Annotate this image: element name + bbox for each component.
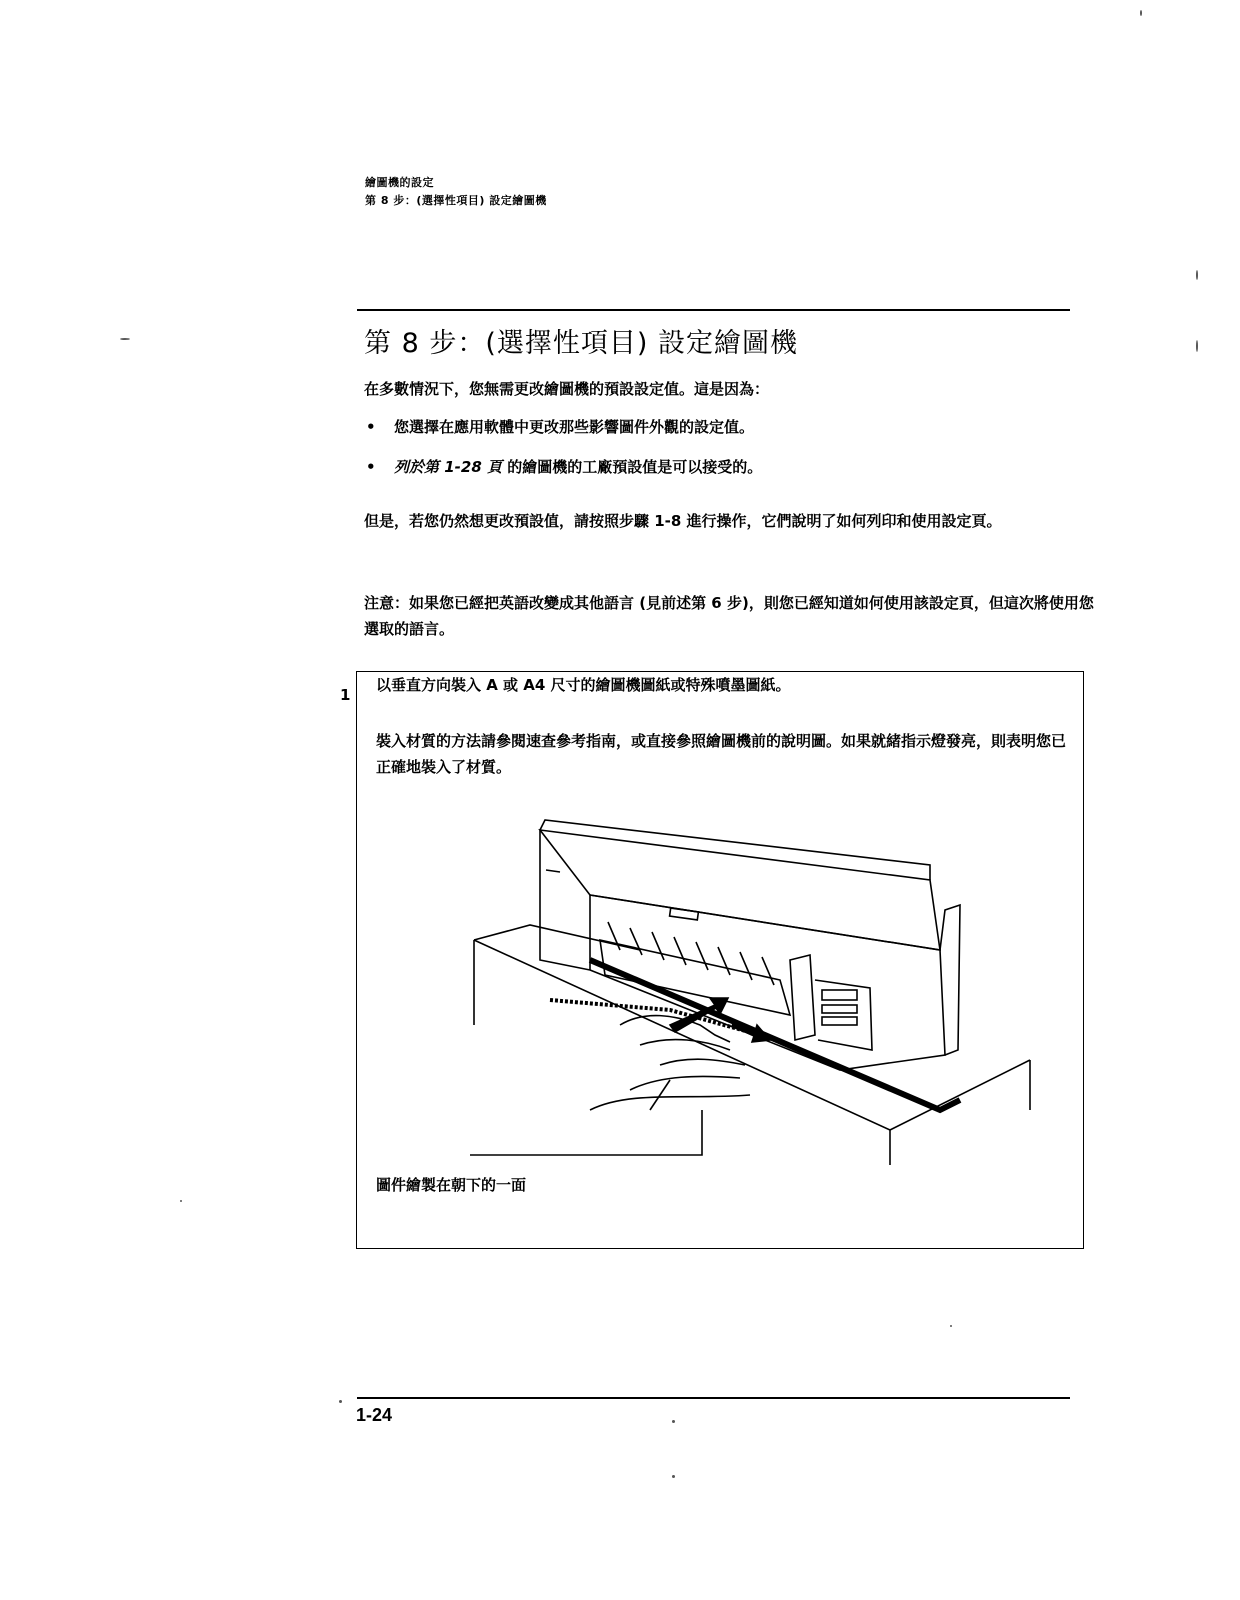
running-header-chapter: 繪圖機的設定 bbox=[365, 176, 434, 189]
scan-speck bbox=[1140, 10, 1142, 16]
running-header-section: 第 8 步：(選擇性項目) 設定繪圖機 bbox=[365, 194, 547, 207]
plotter-illustration bbox=[470, 810, 1060, 1170]
table bbox=[474, 925, 1030, 1165]
title-rule bbox=[357, 309, 1070, 311]
note-paragraph: 注意：如果您已經把英語改變成其他語言 (見前述第 6 步)，則您已經知道如何使用該設定頁，但這次將使用您選取的語言。 bbox=[364, 594, 1094, 638]
bullet-marker: • bbox=[366, 418, 376, 436]
footer-rule bbox=[357, 1397, 1070, 1399]
illustration-caption: 圖件繪製在朝下的一面 bbox=[376, 1176, 527, 1194]
caption-leader-line bbox=[470, 1110, 702, 1155]
bullet-text: 您選擇在應用軟體中更改那些影響圖件外觀的設定值。 bbox=[394, 418, 755, 436]
scan-speck bbox=[180, 1200, 182, 1202]
instructions-paragraph: 但是，若您仍然想更改預設值，請按照步驟 1-8 進行操作，它們說明了如何列印和使用設定頁。 bbox=[364, 512, 1002, 530]
step-detail: 裝入材質的方法請參閱速查參考指南，或直接參照繪圖機前的說明圖。如果就緒指示燈發亮，則表明您已正確地裝入了材質。 bbox=[376, 732, 1067, 776]
step-instruction: 以垂直方向裝入 A 或 A4 尺寸的繪圖機圖紙或特殊噴墨圖紙。 bbox=[376, 676, 791, 694]
bullet-item bbox=[366, 456, 762, 477]
scan-speck bbox=[1196, 340, 1198, 352]
page-reference: 列於第 1-28 頁 bbox=[394, 458, 502, 476]
scan-speck bbox=[339, 1400, 342, 1403]
scan-speck bbox=[120, 338, 130, 340]
section-title: 第 8 步：(選擇性項目) 設定繪圖機 bbox=[364, 328, 798, 359]
page-number: 1-24 bbox=[356, 1405, 393, 1425]
bullet-marker: • bbox=[366, 458, 376, 476]
scan-speck bbox=[1196, 270, 1198, 280]
scan-speck bbox=[950, 1325, 952, 1327]
intro-paragraph: 在多數情況下，您無需更改繪圖機的預設設定值。這是因為： bbox=[364, 380, 770, 398]
bullet-item bbox=[366, 416, 754, 437]
bullet-text: 的繪圖機的工廠預設值是可以接受的。 bbox=[501, 458, 763, 476]
scan-speck bbox=[672, 1475, 675, 1478]
scan-speck bbox=[672, 1420, 675, 1423]
step-number: 1 bbox=[340, 686, 351, 704]
